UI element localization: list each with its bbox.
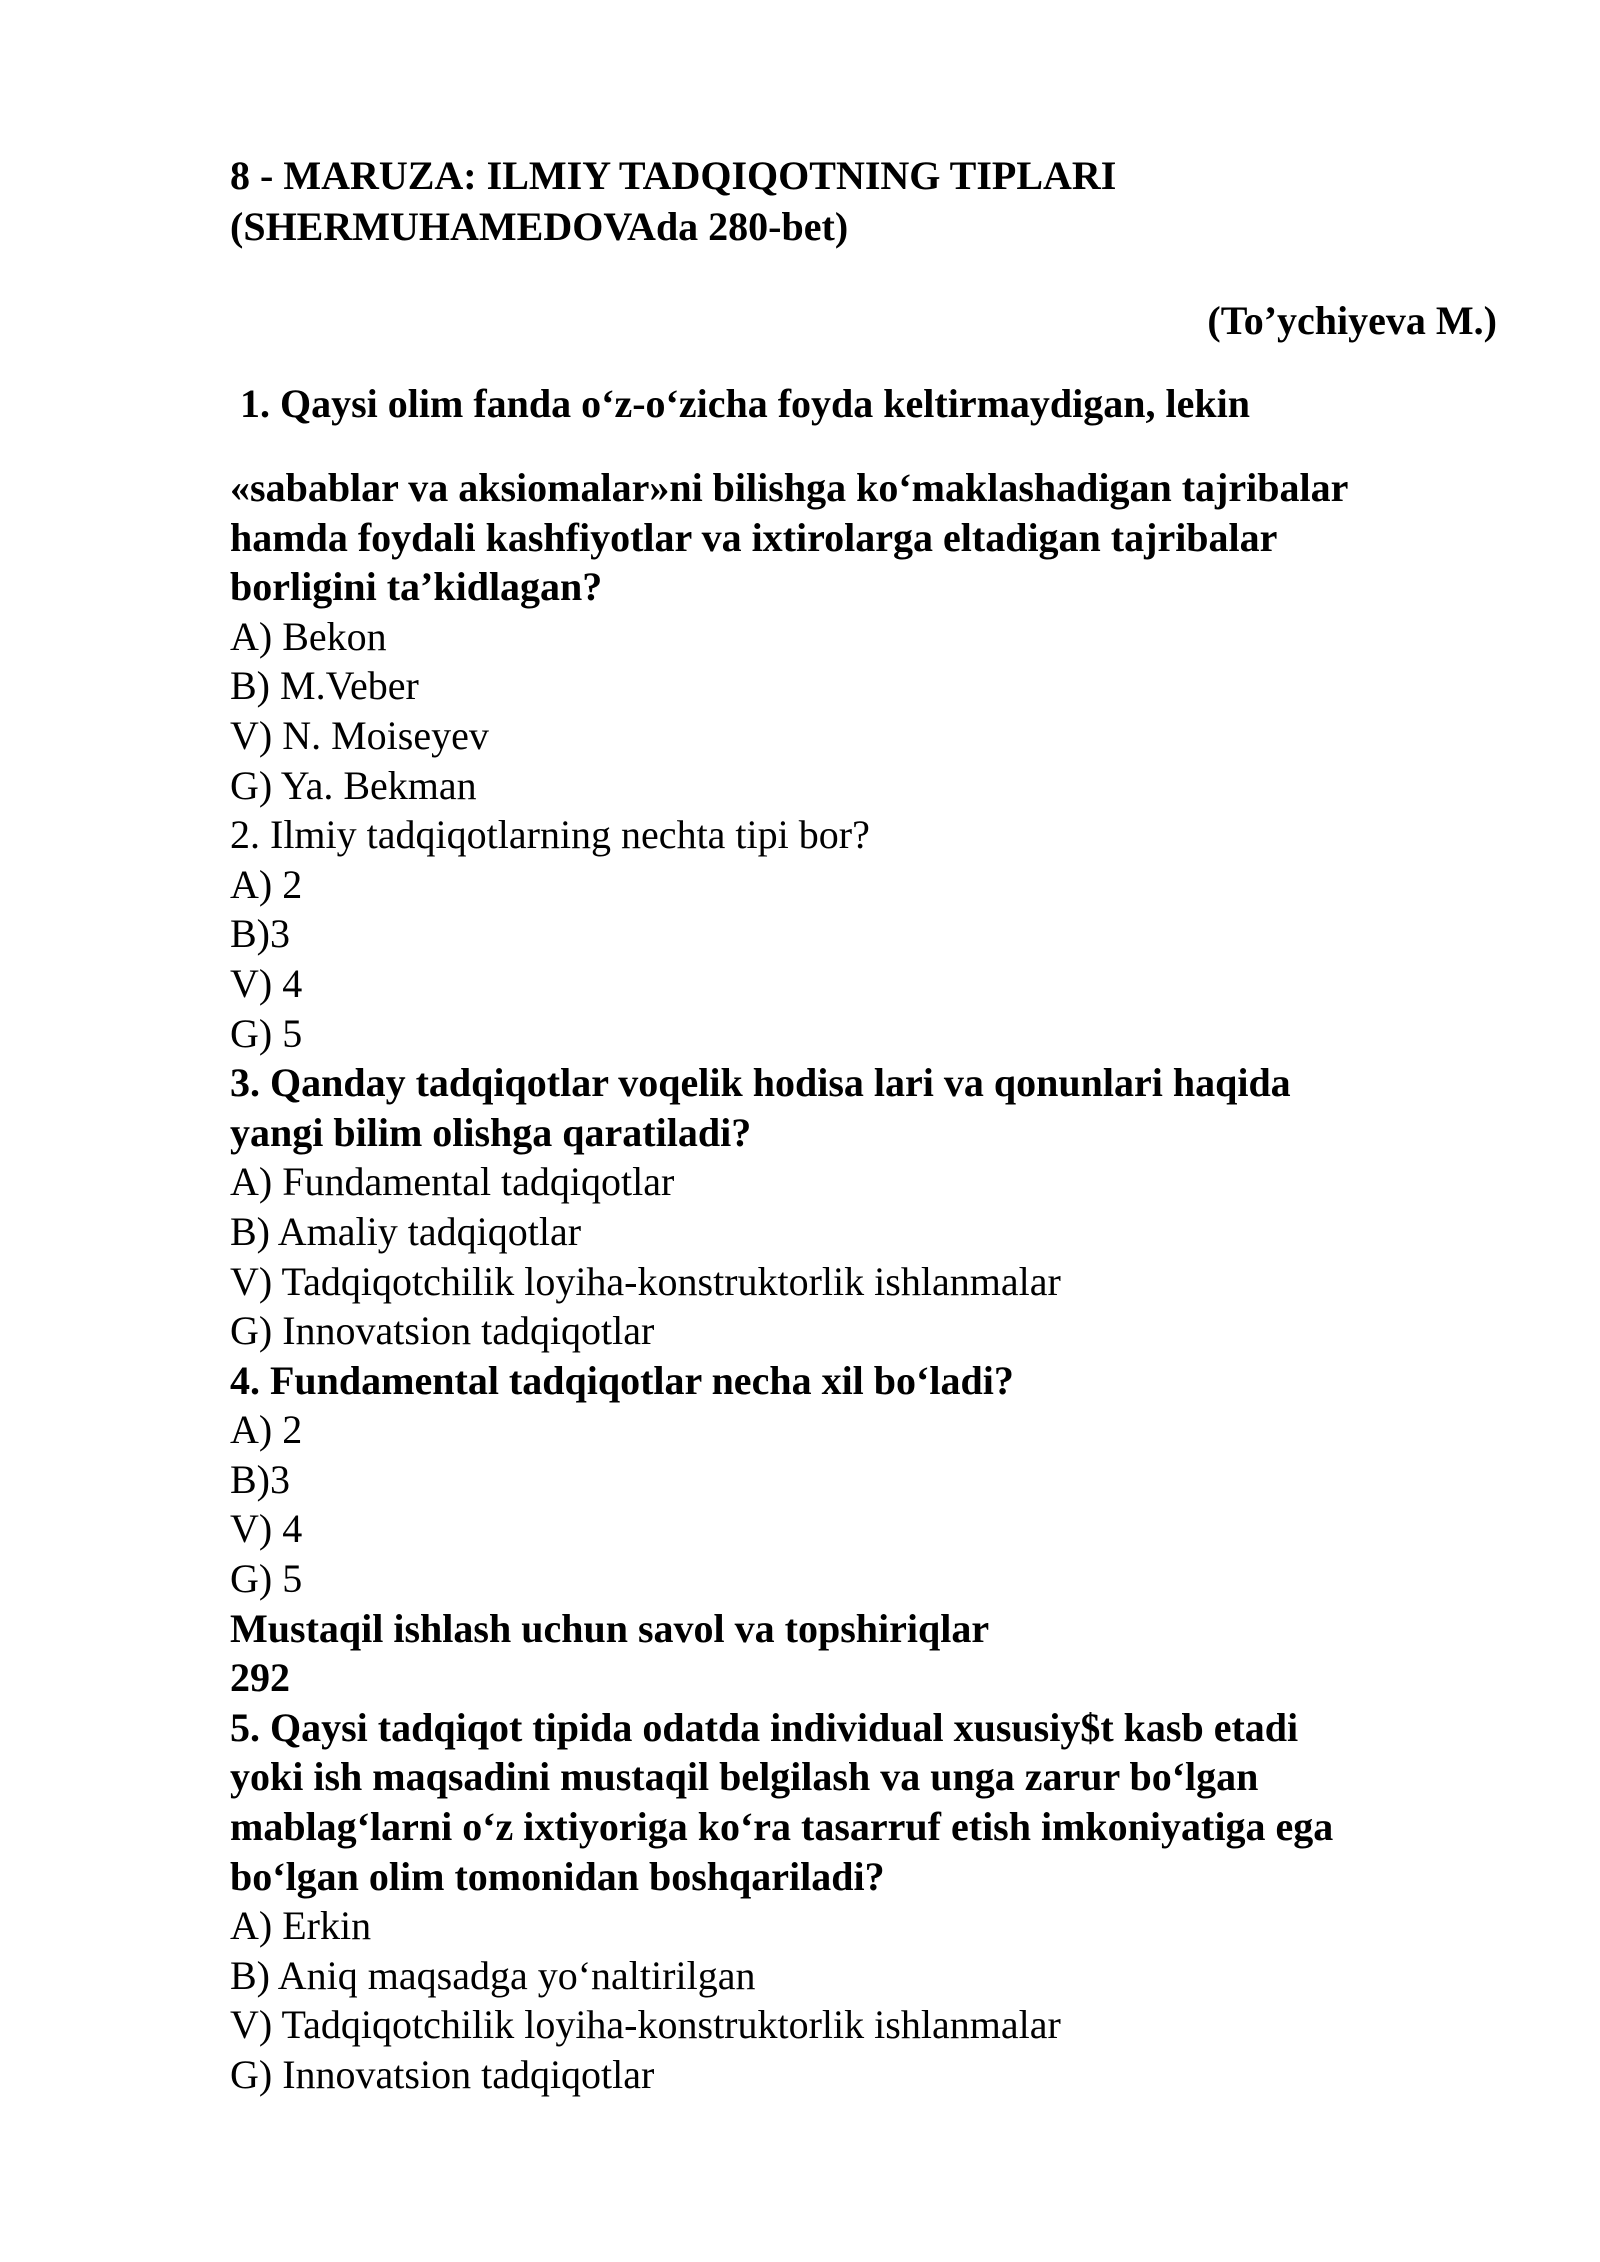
document-body	[230, 463, 1530, 2100]
author-name: (To’ychiyeva M.)	[1207, 298, 1497, 343]
text-line-2: hamda foydali kashfiyotlar va ixtirolarga eltadigan tajribalar	[230, 514, 1278, 560]
text-line-24: Mustaqil ishlash uchun savol va topshiriqlar	[230, 1605, 990, 1651]
text-line-28: mablag‘larni o‘z ixtiyoriga ko‘ra tasarruf etish imkoniyatiga ega	[230, 1804, 1334, 1850]
text-line-16: B) Amaliy tadqiqotlar	[230, 1208, 582, 1254]
text-line-20: A) 2	[230, 1407, 303, 1453]
text-line-19: 4. Fundamental tadqiqotlar necha xil bo‘ladi?	[230, 1357, 1014, 1403]
text-line-5: B) M.Veber	[230, 663, 419, 709]
text-line-13: 3. Qanday tadqiqotlar voqelik hodisa lari va qonunlari haqida	[230, 1060, 1291, 1106]
text-line-32: V) Tadqiqotchilik loyiha-konstruktorlik ishlanmalar	[230, 2002, 1061, 2048]
text-line-6: V) N. Moiseyev	[230, 712, 489, 758]
text-line-29: bo‘lgan olim tomonidan boshqariladi?	[230, 1853, 885, 1899]
text-line-1: «sabablar va aksiomalar»ni bilishga ko‘maklashadigan tajribalar	[230, 465, 1349, 510]
text-line-30: A) Erkin	[230, 1903, 372, 1949]
text-line-25: 292	[230, 1655, 290, 1701]
text-line-3: borligini ta’kidlagan?	[230, 564, 603, 610]
text-line-17: V) Tadqiqotchilik loyiha-konstruktorlik ishlanmalar	[230, 1258, 1061, 1304]
text-line-7: G) Ya. Bekman	[230, 762, 477, 808]
text-line-11: V) 4	[230, 960, 303, 1006]
text-line-4: A) Bekon	[230, 613, 387, 659]
text-line-9: A) 2	[230, 861, 303, 907]
text-line-21: B)3	[230, 1456, 290, 1502]
text-line-33: G) Innovatsion tadqiqotlar	[230, 2052, 655, 2097]
text-line-31: B) Aniq maqsadga yo‘naltirilgan	[230, 1952, 756, 1998]
text-line-27: yoki ish maqsadini mustaqil belgilash va unga zarur bo‘lgan	[230, 1754, 1259, 1800]
text-line-14: yangi bilim olishga qaratiladi?	[230, 1109, 752, 1155]
text-line-22: V) 4	[230, 1506, 303, 1552]
question-1-first-line: 1. Qaysi olim fanda o‘z-o‘zicha foyda keltirmaydigan, lekin	[240, 381, 1250, 426]
text-line-10: B)3	[230, 911, 290, 957]
text-line-23: G) 5	[230, 1556, 303, 1602]
title-line-1: 8 - MARUZA: ILMIY TADQIQOTNING TIPLARI	[230, 153, 1117, 198]
text-line-15: A) Fundamental tadqiqotlar	[230, 1159, 675, 1205]
document-title	[230, 150, 1510, 252]
text-line-26: 5. Qaysi tadqiqot tipida odatda individual xususiy$t kasb etadi	[230, 1704, 1299, 1750]
text-line-18: G) Innovatsion tadqiqotlar	[230, 1308, 655, 1354]
title-line-2: (SHERMUHAMEDOVAda 280-bet)	[230, 204, 849, 249]
text-line-8: 2. Ilmiy tadqiqotlarning nechta tipi bor?	[230, 812, 870, 858]
text-line-12: G) 5	[230, 1010, 303, 1056]
